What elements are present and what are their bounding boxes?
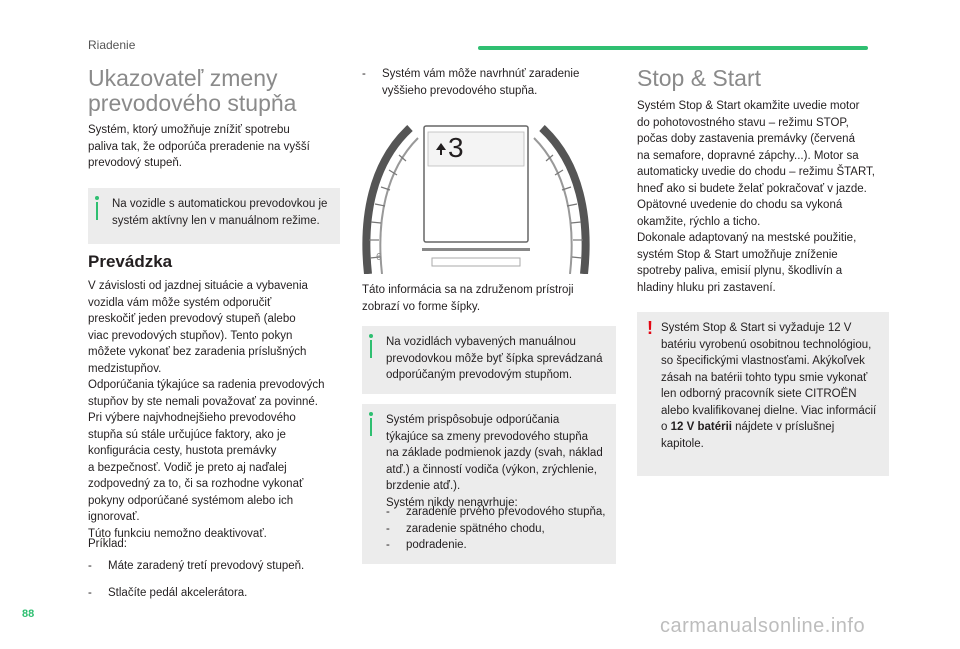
section-header-bar: [478, 46, 868, 50]
example-steps: [88, 558, 350, 601]
info-bar: [370, 340, 372, 358]
list-item: - Máte zaradený tretí prevodový stupeň.: [88, 560, 305, 572]
note-text: Systém prispôsobuje odporúčania týkajúce sa zmeny prevodového stupňa na základe podmienok jazdy (svah, náklad atď.) a činností vodiča (výkon, zrýchlenie, brzdenie atď.). Systém nikdy nenavrhuje:: [386, 414, 603, 509]
recommended-gear-value: 3: [448, 132, 464, 163]
operation-body: V závislosti od jazdnej situácie a vybavenia vozidla vám môže systém odporučiť preskočiť jeden prevodový stupeň (alebo viac prevodových stupňov). Tento pokyn môžete vykonať bez zaradenia príslušných medzistupňov. Odporúčania týkajúce sa radenia prevodových stupňov by ste nemali považovať za povinné. Pri výbere najvhodnejšieho prevodového stupňa sú stále určujúce faktory, ako je konfigurácia cesty, hustota premávky a bezpečnosť. Vodič je preto aj naďalej zodpovedný za to, či sa rozhodne vykonať pokyny odporúčané systémom alebo ich ignorovať. Túto funkciu nemožno deaktivovať.: [88, 280, 325, 540]
list-item: - podradenie.: [386, 539, 467, 551]
section-label: Riadenie: [88, 38, 136, 52]
page-number: 88: [22, 608, 35, 620]
list-item: - zaradenie prvého prevodového stupňa,: [386, 506, 606, 518]
example-label: Príklad:: [88, 538, 127, 550]
info-icon: [369, 412, 373, 416]
svg-text:6: 6: [376, 252, 382, 263]
note-system-adapts: [362, 404, 616, 564]
gear-indicator-title: Ukazovateľ zmeny prevodového stupňa: [88, 65, 297, 117]
gear-indicator-intro: Systém, ktorý umožňuje znížiť spotrebu paliva tak, že odporúča preradenie na vyšší prevodový stupeň.: [88, 124, 310, 169]
note-automatic-gearbox: [88, 188, 340, 244]
watermark: carmanualsonline.info: [660, 615, 866, 637]
warning-text: Systém Stop & Start si vyžaduje 12 V batériu vyrobenú osobitnou technológiou, so špecifickými vlastnosťami. Akýkoľvek zásah na batérii tohto typu smie vykonať len odborný pracovník siete CITROËN alebo kvalifikovanej dielne. Viac informácií o 12 V batérii nájdete v príslušnej kapitole.: [661, 322, 877, 450]
info-bar: [96, 202, 98, 220]
list-item: - zaradenie spätného chodu,: [386, 522, 545, 535]
never-suggests-list: [386, 504, 610, 554]
info-icon: [95, 196, 99, 200]
note-manual-gearbox: [362, 326, 616, 394]
cluster-drawing: [362, 108, 590, 274]
info-bar: [370, 418, 372, 436]
stop-start-title: Stop & Start: [637, 65, 762, 91]
note-text: Na vozidle s automatickou prevodovkou je systém aktívny len v manuálnom režime.: [112, 198, 328, 227]
note-text: Na vozidlách vybavených manuálnou prevodovkou môže byť šípka sprevádzaná odporúčaným prevodovým stupňom.: [386, 336, 603, 381]
cluster-caption: Táto informácia sa na združenom prístroji zobrazí vo forme šípky.: [362, 284, 574, 313]
list-item: - Systém vám môže navrhnúť zaradenie vyššieho prevodového stupňa.: [362, 68, 580, 97]
warning-battery: [637, 312, 889, 476]
info-icon: [369, 334, 373, 338]
warning-icon: !: [647, 318, 653, 338]
operation-heading: Prevádzka: [88, 252, 173, 271]
stop-start-body: Systém Stop & Start okamžite uvedie motor do pohotovostného stavu – režimu STOP, počas doby zastavenia premávky (červená na semafore, dopravné zápchy...). Motor sa automaticky uvedie do chodu – režimu ŠTART, hneď ako si budete želať pokračovať v jazde. Opätovné uvedenie do chodu sa vykoná okamžite, rýchlo a ticho. Dokonale adaptovaný na mestské použitie, systém Stop & Start umožňuje zníženie spotreby paliva, emisií plynu, škodlivín a hladiny hluku pri zastavení.: [637, 100, 875, 294]
instrument-cluster-illustration: [362, 108, 590, 274]
list-item: - Stlačíte pedál akcelerátora.: [88, 586, 248, 599]
